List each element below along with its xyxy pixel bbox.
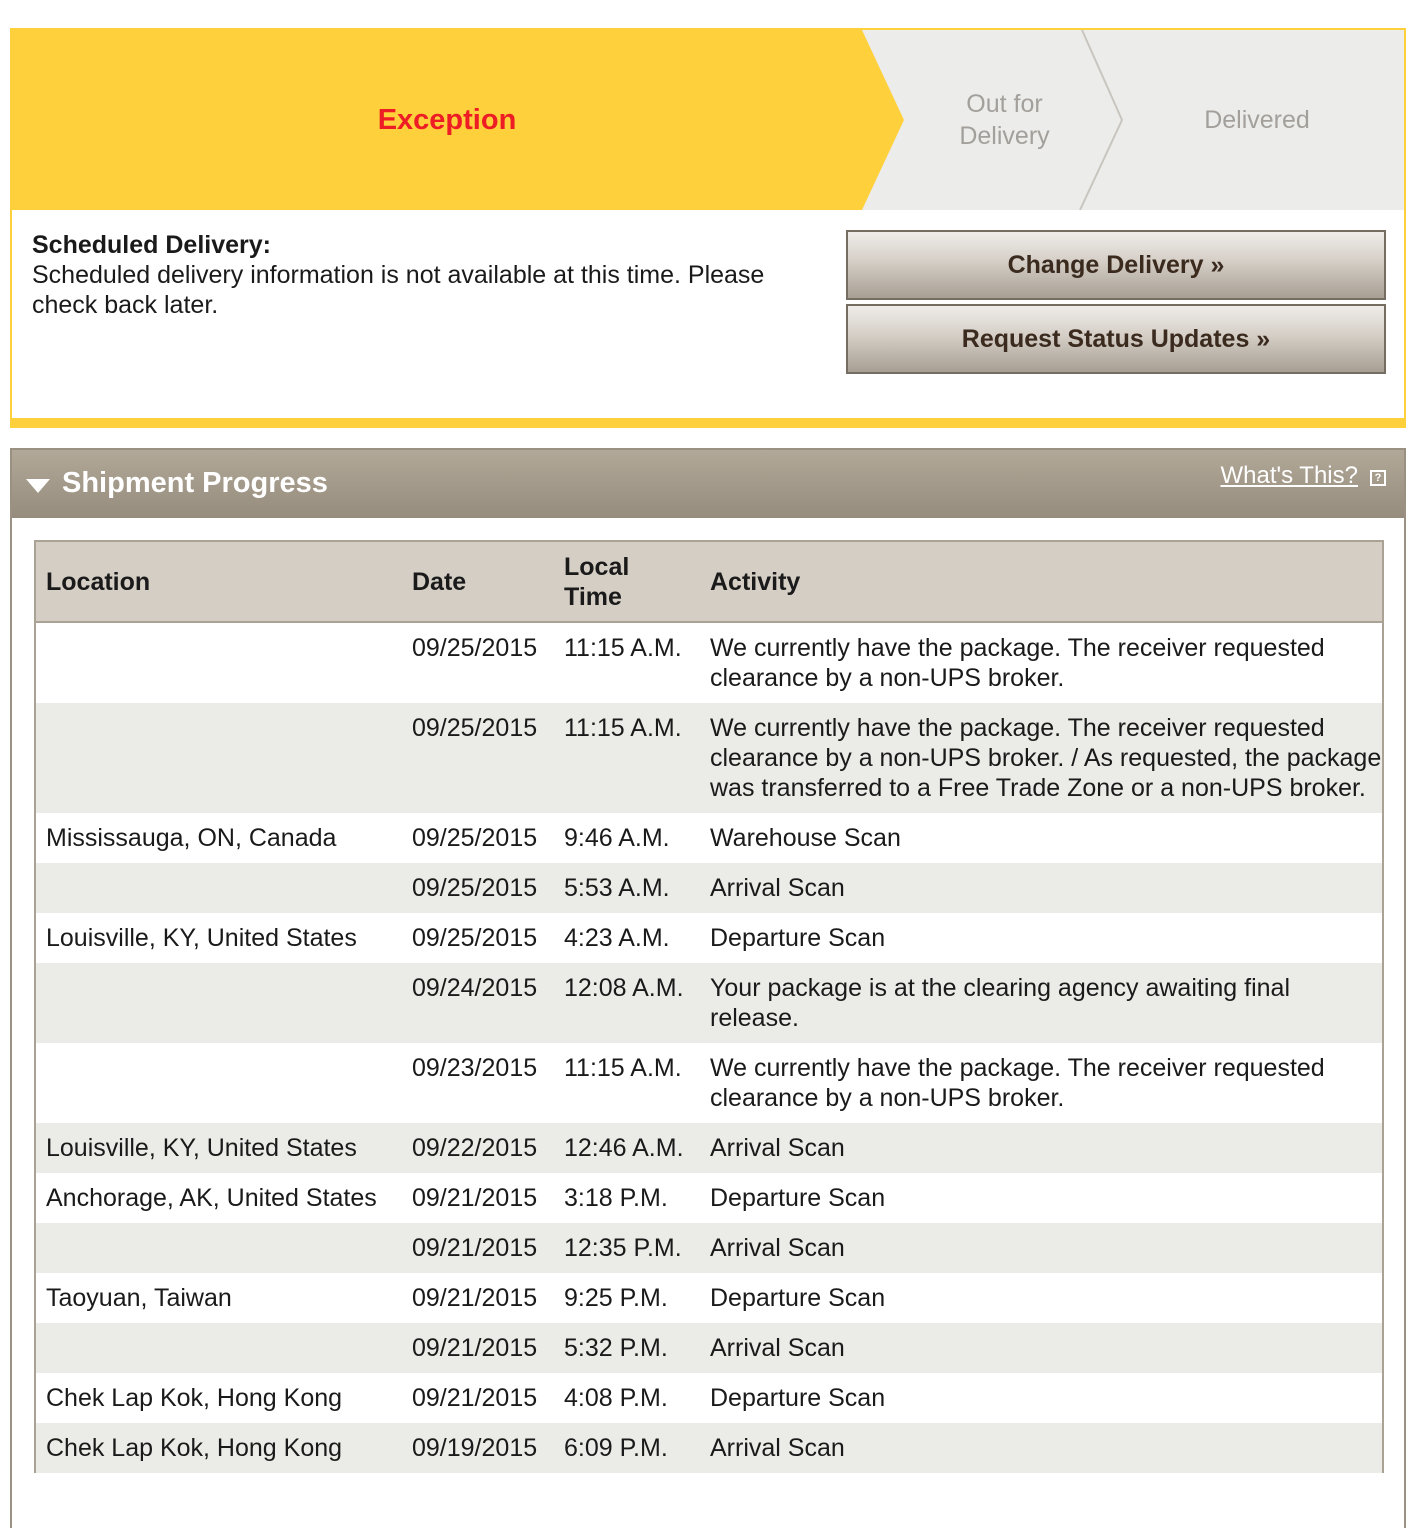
scheduled-delivery-title: Scheduled Delivery: bbox=[32, 231, 271, 259]
cell-date: 09/19/2015 bbox=[412, 1434, 538, 1462]
cell-date: 09/25/2015 bbox=[412, 924, 538, 952]
cell-local-time: 12:35 P.M. bbox=[564, 1234, 682, 1262]
cell-activity: Warehouse Scan bbox=[710, 824, 901, 852]
table-row bbox=[36, 1373, 1382, 1423]
cell-location bbox=[36, 1223, 402, 1273]
table-row bbox=[36, 1223, 1382, 1273]
cell-location bbox=[36, 1323, 402, 1373]
cell-location bbox=[36, 863, 402, 913]
cell-activity: Arrival Scan bbox=[710, 874, 845, 902]
cell-date: 09/25/2015 bbox=[412, 634, 538, 662]
cell-local-time: 11:15 A.M. bbox=[564, 714, 682, 742]
cell-local-time: 5:53 A.M. bbox=[564, 874, 670, 902]
request-status-updates-button[interactable]: Request Status Updates » bbox=[846, 304, 1386, 374]
cell-activity: Departure Scan bbox=[710, 924, 886, 952]
cell-date: 09/25/2015 bbox=[412, 824, 538, 852]
scheduled-delivery-text: Scheduled delivery information is not available at this time. Please check back later. bbox=[32, 261, 765, 319]
cell-date: 09/21/2015 bbox=[412, 1284, 538, 1312]
cell-date: 09/21/2015 bbox=[412, 1384, 538, 1412]
step-exception: Exception bbox=[377, 103, 517, 136]
shipment-progress-header[interactable] bbox=[12, 450, 1404, 518]
cell-local-time: 12:46 A.M. bbox=[564, 1134, 684, 1162]
table-row bbox=[36, 1273, 1382, 1323]
table-row bbox=[36, 813, 1382, 863]
column-header-location: Location bbox=[36, 542, 402, 622]
step-out-for-delivery-label: Out for Delivery bbox=[959, 90, 1050, 150]
cell-location: Mississauga, ON, Canada bbox=[46, 824, 337, 852]
table-body bbox=[36, 622, 1382, 1473]
table-row bbox=[36, 1423, 1382, 1473]
table-row bbox=[36, 963, 1382, 1043]
cell-local-time: 3:18 P.M. bbox=[564, 1184, 668, 1212]
step-delivered: Delivered bbox=[1204, 106, 1310, 134]
cell-date: 09/24/2015 bbox=[412, 974, 538, 1002]
delivery-progress-tracker bbox=[12, 30, 1404, 210]
cell-date: 09/22/2015 bbox=[412, 1134, 538, 1162]
table-row bbox=[36, 1173, 1382, 1223]
table-header-row bbox=[36, 542, 1382, 622]
cell-location: Louisville, KY, United States bbox=[46, 1134, 357, 1162]
cell-date: 09/21/2015 bbox=[412, 1184, 538, 1212]
cell-activity: Arrival Scan bbox=[710, 1334, 845, 1362]
cell-local-time: 11:15 A.M. bbox=[564, 1054, 682, 1082]
cell-activity: Arrival Scan bbox=[710, 1234, 845, 1262]
cell-location: Louisville, KY, United States bbox=[46, 924, 357, 952]
column-header-activity: Activity bbox=[700, 542, 1382, 622]
table-row bbox=[36, 1323, 1382, 1373]
cell-location: Anchorage, AK, United States bbox=[46, 1184, 377, 1212]
table-row bbox=[36, 622, 1382, 703]
step-out-for-delivery bbox=[912, 30, 1097, 210]
cell-local-time: 12:08 A.M. bbox=[564, 974, 684, 1002]
cell-date: 09/25/2015 bbox=[412, 714, 538, 742]
cell-location: Taoyuan, Taiwan bbox=[46, 1284, 232, 1312]
column-header-date: Date bbox=[402, 542, 554, 622]
table-row bbox=[36, 1043, 1382, 1123]
cell-local-time: 4:08 P.M. bbox=[564, 1384, 668, 1412]
cell-location bbox=[36, 703, 402, 813]
cell-local-time: 9:46 A.M. bbox=[564, 824, 670, 852]
table-row bbox=[36, 863, 1382, 913]
table-row bbox=[36, 1123, 1382, 1173]
collapse-triangle-icon[interactable] bbox=[26, 479, 50, 493]
cell-location: Chek Lap Kok, Hong Kong bbox=[46, 1384, 343, 1412]
table-row bbox=[36, 703, 1382, 813]
scheduled-delivery bbox=[32, 230, 812, 320]
delivery-status-panel bbox=[10, 28, 1406, 428]
cell-location bbox=[36, 1043, 402, 1123]
cell-activity: Departure Scan bbox=[710, 1284, 886, 1312]
cell-activity: Arrival Scan bbox=[710, 1134, 845, 1162]
cell-date: 09/23/2015 bbox=[412, 1054, 538, 1082]
shipment-progress-table bbox=[34, 540, 1384, 1473]
help-icon[interactable]: ? bbox=[1370, 470, 1386, 486]
cell-activity: Arrival Scan bbox=[710, 1434, 845, 1462]
column-header-local-time: Local Time bbox=[554, 542, 700, 622]
cell-activity: We currently have the package. The receiver requested clearance by a non-UPS broker. bbox=[710, 1054, 1325, 1112]
cell-activity: Departure Scan bbox=[710, 1184, 886, 1212]
cell-date: 09/21/2015 bbox=[412, 1334, 538, 1362]
section-title: Shipment Progress bbox=[62, 467, 328, 499]
table-row bbox=[36, 913, 1382, 963]
cell-date: 09/25/2015 bbox=[412, 874, 538, 902]
cell-activity: Your package is at the clearing agency awaiting final release. bbox=[710, 974, 1291, 1032]
shipment-progress-section bbox=[10, 448, 1406, 1528]
cell-activity: Departure Scan bbox=[710, 1384, 886, 1412]
cell-location bbox=[36, 622, 402, 703]
cell-local-time: 4:23 A.M. bbox=[564, 924, 670, 952]
cell-activity: We currently have the package. The receiver requested clearance by a non-UPS broker. / As requested, the package was transferred to a Free Trade Zone or a non-UPS broker. bbox=[710, 714, 1382, 802]
cell-local-time: 11:15 A.M. bbox=[564, 634, 682, 662]
whats-this-link[interactable]: What's This? bbox=[1220, 462, 1358, 489]
cell-local-time: 6:09 P.M. bbox=[564, 1434, 668, 1462]
cell-location bbox=[36, 963, 402, 1043]
cell-local-time: 5:32 P.M. bbox=[564, 1334, 668, 1362]
cell-activity: We currently have the package. The receiver requested clearance by a non-UPS broker. bbox=[710, 634, 1325, 692]
cell-local-time: 9:25 P.M. bbox=[564, 1284, 668, 1312]
cell-date: 09/21/2015 bbox=[412, 1234, 538, 1262]
cell-location: Chek Lap Kok, Hong Kong bbox=[46, 1434, 343, 1462]
change-delivery-button[interactable]: Change Delivery » bbox=[846, 230, 1386, 300]
